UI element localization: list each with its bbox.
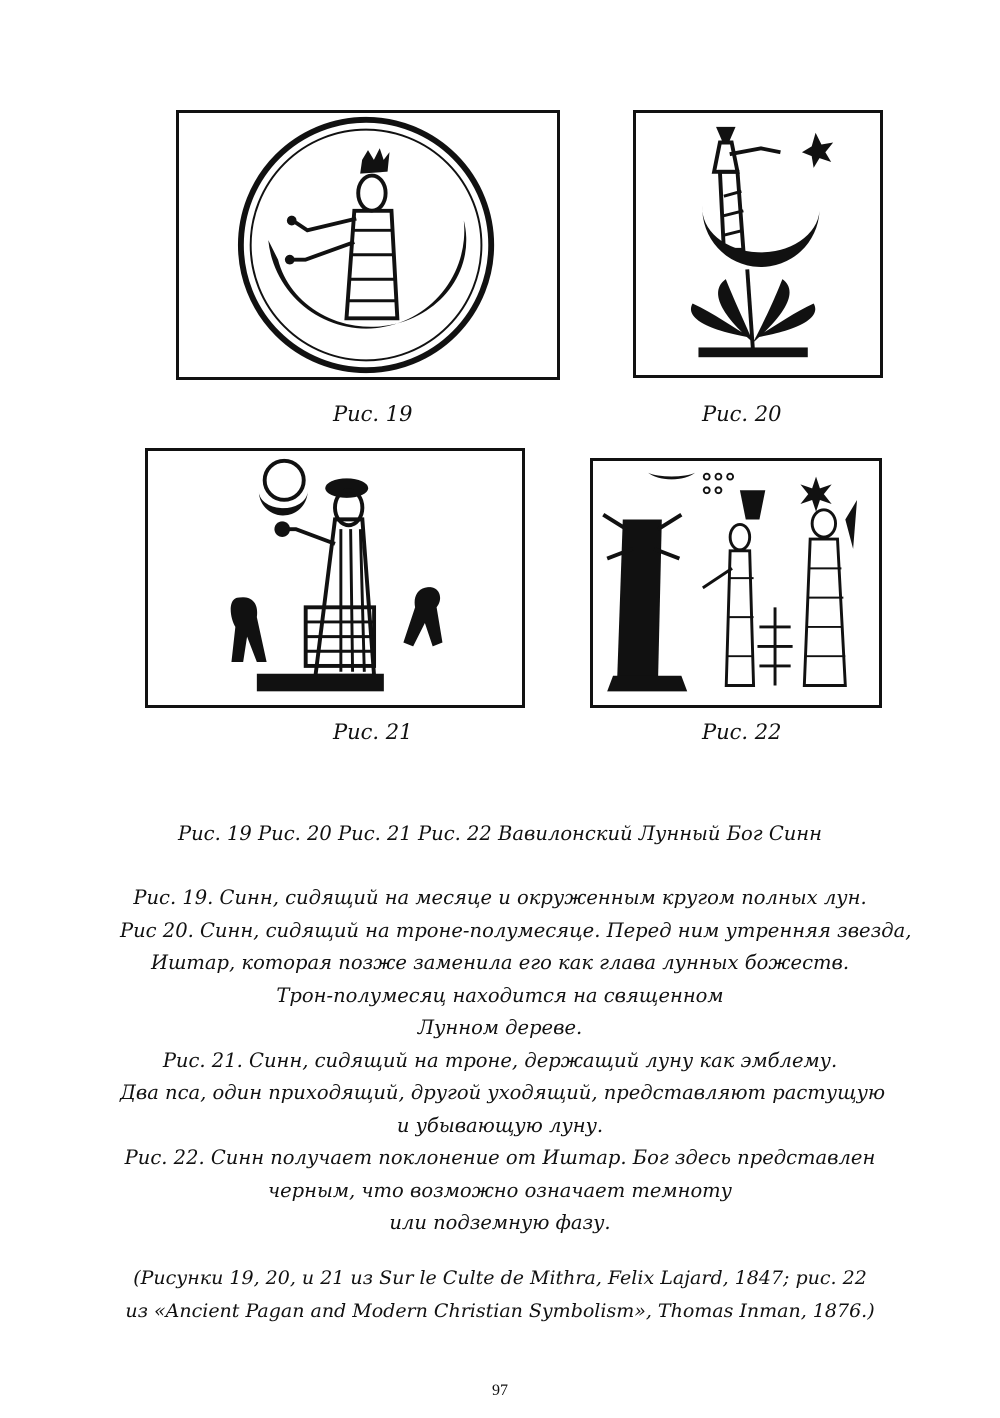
description-line: Лунном дереве. bbox=[417, 1016, 583, 1039]
figure-22-image bbox=[590, 458, 882, 708]
page-number: 97 bbox=[492, 1382, 508, 1399]
description-line: черным, что возможно означает темноту bbox=[267, 1178, 732, 1202]
description-line: Рис. 19. Синн, сидящий на месяце и окруженным кругом полных лун. bbox=[133, 886, 867, 909]
source-line: (Рисунки 19, 20, и 21 из Sur le Culte de Mithra, Felix Lajard, 1847; рис. 22 bbox=[133, 1267, 867, 1289]
figure-20-image bbox=[633, 110, 883, 378]
description-line: или подземную фазу. bbox=[389, 1211, 611, 1234]
source-line: из «Ancient Pagan and Modern Christian Symbolism», Thomas Inman, 1876.) bbox=[125, 1299, 875, 1322]
sin-worshipped-by-ishtar-drawing bbox=[593, 461, 879, 705]
source-citation bbox=[120, 1262, 880, 1327]
sin-on-throne-drawing bbox=[148, 451, 522, 705]
description-line: Иштар, которая позже заменила его как глава лунных божеств. bbox=[150, 951, 850, 974]
description-line: Два пса, один приходящий, другой уходящий, представляют растущую bbox=[120, 1081, 886, 1104]
figures-title bbox=[120, 818, 880, 851]
figure-19-caption: Рис. 19 bbox=[333, 402, 413, 426]
sin-on-crescent-in-circle-drawing bbox=[179, 113, 557, 377]
title-line: Рис. 19 Рис. 20 Рис. 21 Рис. 22 Вавилонский Лунный Бог Синн bbox=[178, 822, 822, 845]
figure-21-image bbox=[145, 448, 525, 708]
figure-20-caption: Рис. 20 bbox=[702, 402, 782, 426]
figure-19-image bbox=[176, 110, 560, 380]
description-line: Рис. 21. Синн, сидящий на троне, держащий луну как эмблему. bbox=[162, 1048, 838, 1072]
figure-22-caption: Рис. 22 bbox=[702, 720, 782, 744]
description-line: Рис 20. Синн, сидящий на троне-полумесяце. Перед ним утренняя звезда, bbox=[120, 918, 912, 942]
description-line: Рис. 22. Синн получает поклонение от Иштар. Бог здесь представлен bbox=[124, 1146, 876, 1169]
figure-21-caption: Рис. 21 bbox=[333, 720, 413, 744]
sin-on-crescent-throne-drawing bbox=[636, 113, 880, 375]
description-line: Трон-полумесяц находится на священном bbox=[276, 983, 724, 1007]
figures-description bbox=[120, 882, 912, 1240]
description-line: и убывающую луну. bbox=[396, 1113, 604, 1137]
